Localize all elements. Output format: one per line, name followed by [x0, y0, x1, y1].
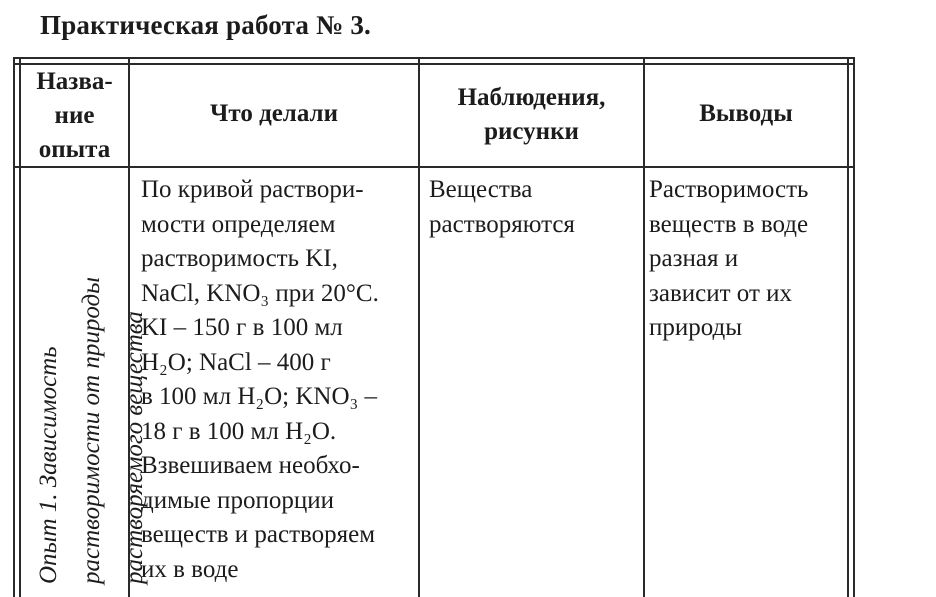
table-border-right-inner: [847, 57, 849, 597]
observations-text: Вещества растворяются: [429, 176, 575, 238]
experiment-name: Опыт 1. Зависимость растворимости от природы растворяемого вещества: [35, 276, 148, 584]
table-border-top-inner: [13, 63, 855, 65]
conclusions-text: Растворимость веществ в воде разная и зависит от их природы: [649, 176, 809, 341]
header-name: Назва- ние опыта: [36, 68, 113, 163]
header-conclusions: Выводы: [699, 100, 793, 127]
table-border-top: [13, 57, 855, 59]
header-divider: [13, 166, 855, 168]
header-what-did: Что делали: [210, 100, 338, 127]
what-did-text: По кривой раствори- мости определяем растворимость KI, NaCl, KNO₃ при 20°C. KI – 150 г в 100 мл H₂O; NaCl – 400 г в 100 мл H₂O; KNO₃ – 18 г в 100 мл H₂O. Взвешиваем необхо- димые пропорции веществ и растворяем их в воде: [141, 176, 379, 583]
column-divider: [643, 57, 645, 597]
page-title: Практическая работа № 3.: [40, 10, 372, 40]
results-table: [13, 57, 855, 597]
header-observations: Наблюдения, рисунки: [457, 84, 606, 145]
table-border-right: [853, 57, 855, 597]
table-border-left: [13, 57, 15, 597]
